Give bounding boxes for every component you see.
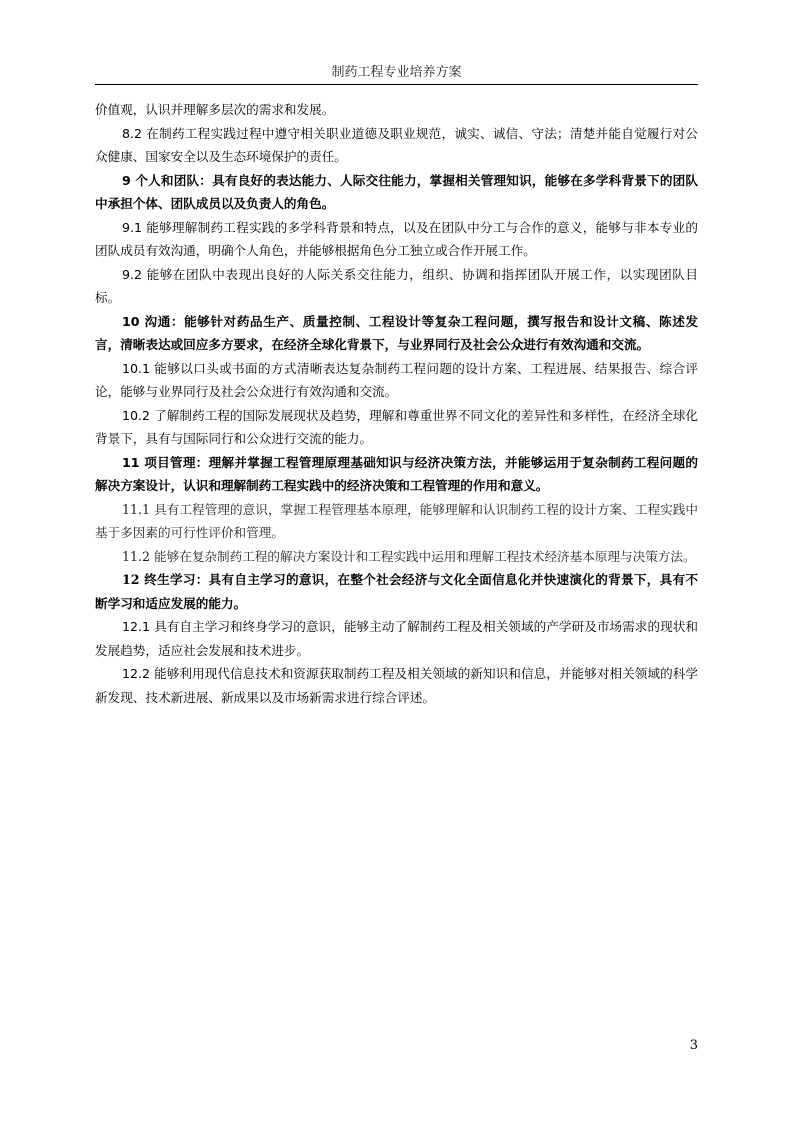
heading-12-lifelong-learning: 12 终生学习：具有自主学习的意识，在整个社会经济与文化全面信息化并快速演化的背景下，具有不断学习和适应发展的能力。 bbox=[95, 572, 698, 611]
document-body bbox=[95, 98, 698, 709]
page-header-title: 制药工程专业培养方案 bbox=[331, 65, 462, 80]
paragraph-12-2: 12.2 能够利用现代信息技术和资源获取制药工程及相关领域的新知识和信息，并能够对相关领域的科学新发现、技术新进展、新成果以及市场新需求进行综合评述。 bbox=[95, 666, 698, 705]
paragraph-10-2: 10.2 了解制药工程的国际发展现状及趋势，理解和尊重世界不同文化的差异性和多样性，在经济全球化背景下，具有与国际同行和公众进行交流的能力。 bbox=[95, 407, 698, 446]
paragraph-9-2: 9.2 能够在团队中表现出良好的人际关系交往能力，组织、协调和指挥团队开展工作，以实现团队目标。 bbox=[95, 266, 698, 305]
paragraph-continuation: 价值观，认识并理解多层次的需求和发展。 bbox=[95, 102, 335, 117]
header-divider bbox=[95, 84, 698, 85]
page-number: 3 bbox=[689, 1038, 698, 1053]
heading-11-project-management: 11 项目管理：理解并掌握工程管理原理基础知识与经济决策方法，并能够运用于复杂制药工程问题的解决方案设计，认识和理解制药工程实践中的经济决策和工程管理的作用和意义。 bbox=[95, 454, 698, 493]
paragraph-11-2: 11.2 能够在复杂制药工程的解决方案设计和工程实践中运用和理解工程技术经济基本原理与决策方法。 bbox=[122, 548, 696, 564]
paragraph-11-1: 11.1 具有工程管理的意识，掌握工程管理基本原理，能够理解和认识制药工程的设计方案、工程实践中基于多因素的可行性评价和管理。 bbox=[95, 501, 698, 540]
paragraph-9-1: 9.1 能够理解制药工程实践的多学科背景和特点，以及在团队中分工与合作的意义，能够与非本专业的团队成员有效沟通，明确个人角色，并能够根据角色分工独立或合作开展工作。 bbox=[95, 219, 698, 258]
paragraph-10-1: 10.1 能够以口头或书面的方式清晰表达复杂制药工程问题的设计方案、工程进展、结果报告、综合评论，能够与业界同行及社会公众进行有效沟通和交流。 bbox=[95, 360, 698, 399]
paragraph-12-1: 12.1 具有自主学习和终身学习的意识，能够主动了解制药工程及相关领域的产学研及市场需求的现状和发展趋势，适应社会发展和技术进步。 bbox=[95, 619, 698, 658]
paragraph-8-2: 8.2 在制药工程实践过程中遵守相关职业道德及职业规范，诚实、诚信、守法；清楚并能自觉履行对公众健康、国家安全以及生态环境保护的责任。 bbox=[95, 125, 698, 164]
heading-10-communication: 10 沟通：能够针对药品生产、质量控制、工程设计等复杂工程问题，撰写报告和设计文稿、陈述发言，清晰表达或回应多方要求，在经济全球化背景下，与业界同行及社会公众进行有效沟通和交流。 bbox=[95, 313, 698, 352]
heading-9-individual-and-team: 9 个人和团队：具有良好的表达能力、人际交往能力，掌握相关管理知识，能够在多学科背景下的团队中承担个体、团队成员以及负责人的角色。 bbox=[95, 172, 698, 211]
